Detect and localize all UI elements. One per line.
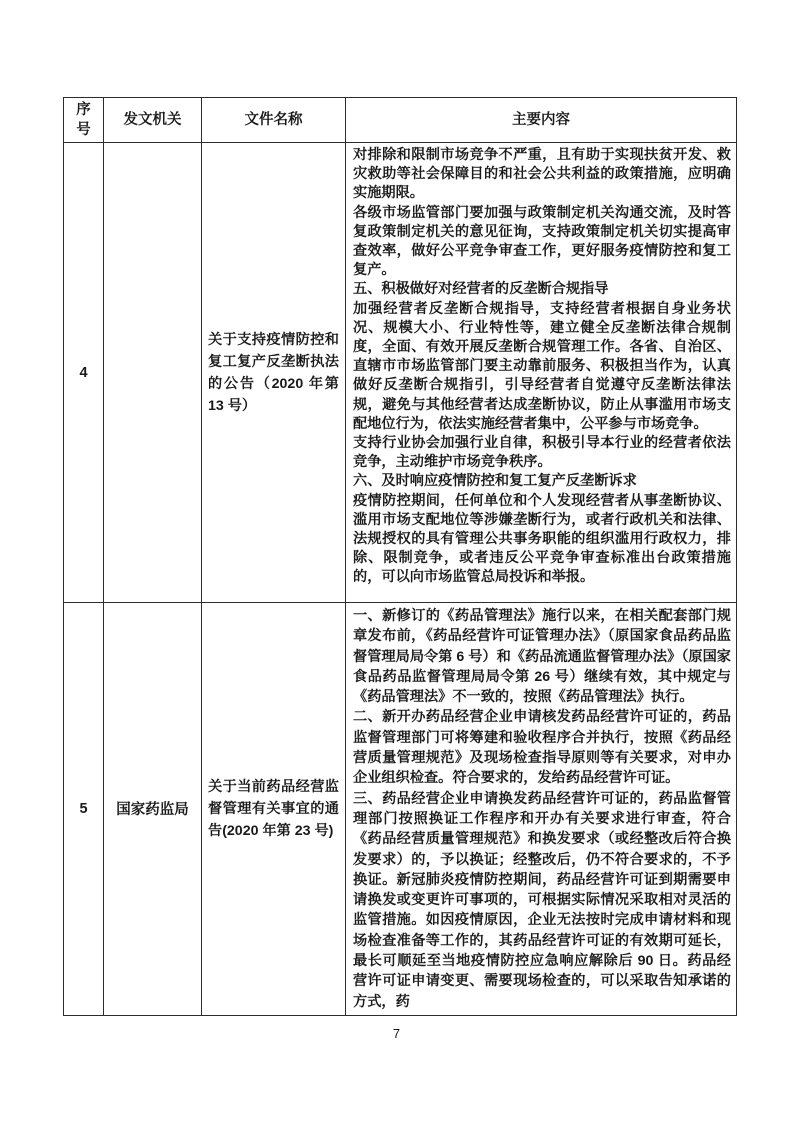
column-header-docname: 文件名称 bbox=[202, 98, 346, 143]
content-paragraph: 三、药品经营企业申请换发药品经营许可证的，药品监督管理部门按照换证工作程序和开办有关要求进行审查，符合《药品经营质量管理规范》和换发要求（或经整改后符合换发要求）的，予以换证；经整改后，仍不符合要求的，不予换证。新冠肺炎疫情防控期间，药品经营许可证到期需要申请换发或变更许可事项的，可根据实际情况采取相对灵活的监管措施。如因疫情原因，企业无法按时完成申请材料和现场检查准备等工作的，其药品经营许可证的有效期可延长，最长可顺延至当地疫情防控应急响应解除后 90 日。药品经营许可证申请变更、需要现场检查的，可以采取告知承诺的方式，药 bbox=[353, 790, 731, 1010]
content-paragraph: 二、新开办药品经营企业申请核发药品经营许可证的，药品监督管理部门可将筹建和验收程序合并执行，按照《药品经营质量管理规范》及现场检查指导原则等有关要求，对申办企业组织检查。符合要求的，发给药品经营许可证。 bbox=[353, 709, 731, 787]
column-header-seq-label: 序号 bbox=[76, 102, 91, 138]
column-header-agency: 发文机关 bbox=[104, 98, 202, 143]
documents-table bbox=[63, 97, 737, 1016]
seq-cell: 4 bbox=[64, 143, 104, 603]
content-cell bbox=[346, 143, 737, 603]
table-header-row bbox=[64, 98, 737, 143]
content-paragraph: 各级市场监管部门要加强与政策制定机关沟通交流，及时答复政策制定机关的意见征询，支持政策制定机关切实提高审查效率，做好公平竞争审查工作，更好服务疫情防控和复工复产。 bbox=[353, 204, 731, 279]
content-paragraph: 一、新修订的《药品管理法》施行以来，在相关配套部门规章发布前，《药品经营许可证管理办法》（原国家食品药品监督管理局局令第 6 号）和《药品流通监督管理办法》（原国家食品药品监督管理局局令第 26 号）继续有效，其中规定与《药品管理法》不一致的，按照《药品管理法》执行。 bbox=[353, 608, 731, 706]
content-paragraph: 加强经营者反垄断合规指导，支持经营者根据自身业务状况、规模大小、行业特性等，建立健全反垄断法律合规制度，全面、有效开展反垄断合规管理工作。各省、自治区、直辖市市场监管部门要主动靠前服务、积极担当作为，认真做好反垄断合规指引，引导经营者自觉遵守反垄断法律法规，避免与其他经营者达成垄断协议，防止从事滥用市场支配地位行为，依法实施经营者集中，公平参与市场竞争。 bbox=[353, 300, 731, 432]
agency-cell: 国家药监局 bbox=[104, 603, 202, 1016]
content-paragraph: 五、积极做好对经营者的反垄断合规指导 bbox=[353, 281, 609, 298]
content-paragraph: 对排除和限制市场竞争不严重，且有助于实现扶贫开发、救灾救助等社会保障目的和社会公共利益的政策措施，应明确实施期限。 bbox=[353, 147, 731, 202]
content-paragraph: 支持行业协会加强行业自律，积极引导本行业的经营者依法竞争，主动维护市场竞争秩序。 bbox=[353, 435, 731, 471]
doc-name-cell: 关于支持疫情防控和复工复产反垄断执法的公告（2020 年第 13 号） bbox=[202, 143, 346, 603]
content-paragraph: 疫情防控期间，任何单位和个人发现经营者从事垄断协议、滥用市场支配地位等涉嫌垄断行为，或者行政机关和法律、法规授权的具有管理公共事务职能的组织滥用行政权力，排除、限制竞争，或者违反公平竞争审查标准出台政策措施的，可以向市场监管总局投诉和举报。 bbox=[353, 492, 731, 586]
table-row-5 bbox=[64, 603, 737, 1016]
content-cell bbox=[346, 603, 737, 1016]
column-header-content: 主要内容 bbox=[346, 98, 737, 143]
content-paragraph: 六、及时响应疫情防控和复工复产反垄断诉求 bbox=[353, 473, 637, 490]
seq-cell: 5 bbox=[64, 603, 104, 1016]
doc-name-cell: 关于当前药品经营监督管理有关事宜的通告(2020 年第 23 号) bbox=[202, 603, 346, 1016]
column-header-seq bbox=[64, 98, 104, 143]
agency-cell bbox=[104, 143, 202, 603]
page-number: 7 bbox=[392, 1026, 401, 1041]
table-row-4 bbox=[64, 143, 737, 603]
